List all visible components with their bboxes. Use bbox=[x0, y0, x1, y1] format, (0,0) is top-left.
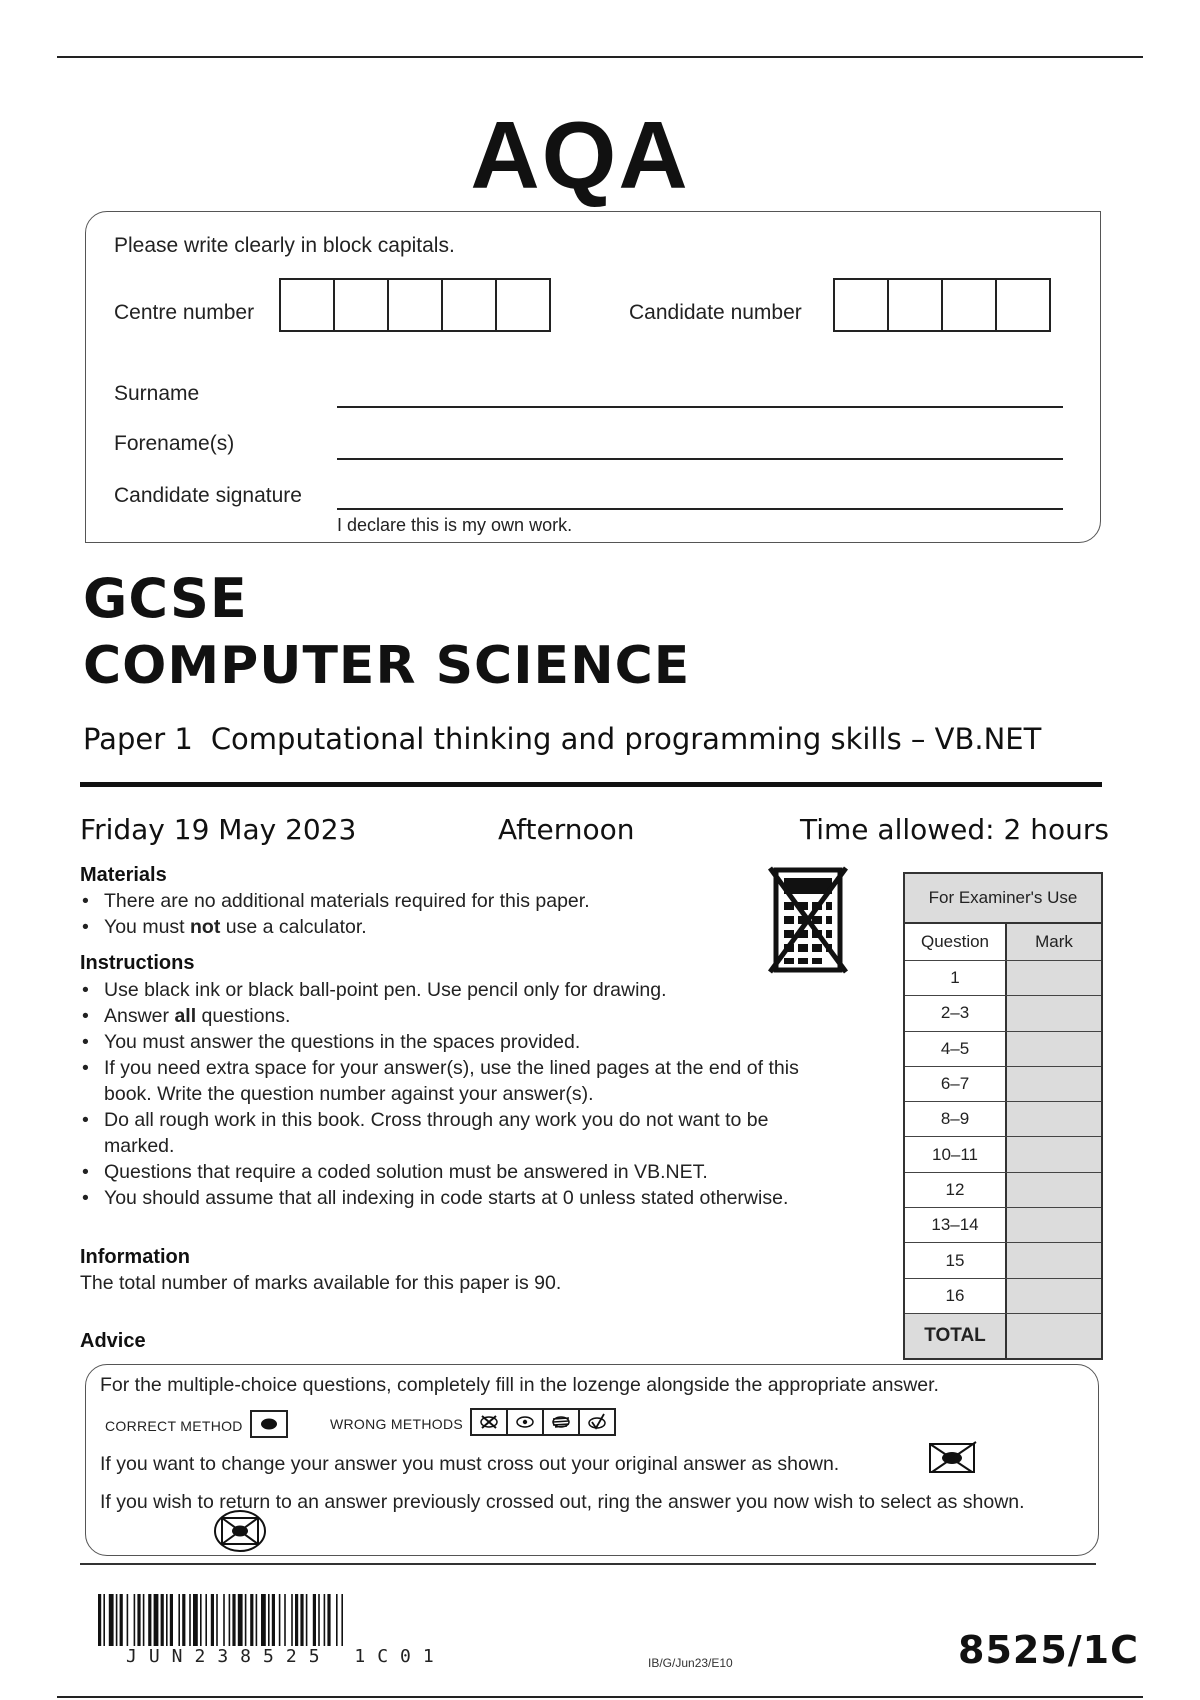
centre-number-boxes[interactable] bbox=[281, 278, 551, 332]
barcode-bar bbox=[336, 1594, 338, 1646]
document-reference: IB/G/Jun23/E10 bbox=[648, 1656, 733, 1670]
mark-cell bbox=[1007, 961, 1101, 995]
wrong-methods-label: WRONG METHODS bbox=[330, 1416, 464, 1432]
wrong-methods-examples bbox=[472, 1408, 616, 1436]
exam-session: Afternoon bbox=[498, 813, 635, 846]
barcode-bar bbox=[324, 1594, 326, 1646]
candidate-number-box[interactable] bbox=[887, 278, 943, 332]
title-divider bbox=[80, 782, 1102, 787]
question-cell: 15 bbox=[905, 1243, 1007, 1277]
question-cell: 13–14 bbox=[905, 1208, 1007, 1242]
barcode-bar bbox=[154, 1594, 159, 1646]
surname-line[interactable] bbox=[337, 406, 1063, 408]
total-row bbox=[905, 1314, 1101, 1358]
candidate-number-label: Candidate number bbox=[629, 301, 802, 324]
question-cell: 12 bbox=[905, 1173, 1007, 1207]
surname-label: Surname bbox=[114, 382, 200, 405]
barcode-bar bbox=[245, 1594, 247, 1646]
question-cell: 16 bbox=[905, 1279, 1007, 1313]
barcode-bar bbox=[143, 1594, 145, 1646]
list-item: • If you need extra space for your answer(s), use the lined pages at the end of this book. Write the question number against your answer(s). bbox=[80, 1055, 824, 1107]
materials-list bbox=[80, 888, 760, 940]
page-end-rule bbox=[57, 1696, 1143, 1698]
table-row bbox=[905, 961, 1101, 996]
table-row bbox=[905, 1243, 1101, 1278]
list-item: • There are no additional materials required for this paper. bbox=[80, 888, 760, 914]
barcode-bar bbox=[284, 1594, 286, 1646]
table-row bbox=[905, 1208, 1101, 1243]
barcode-bar bbox=[120, 1594, 123, 1646]
ringed-lozenge-icon bbox=[212, 1508, 268, 1554]
question-cell: 4–5 bbox=[905, 1032, 1007, 1066]
list-item: • You must not use a calculator. bbox=[80, 914, 760, 940]
table-row bbox=[905, 996, 1101, 1031]
centre-number-box[interactable] bbox=[441, 278, 497, 332]
paper-title bbox=[83, 722, 1041, 756]
barcode-bar bbox=[189, 1594, 191, 1646]
candidate-number-box[interactable] bbox=[995, 278, 1051, 332]
qualification-title: GCSE bbox=[83, 567, 248, 630]
forenames-label: Forename(s) bbox=[114, 432, 235, 455]
barcode-bar bbox=[238, 1594, 243, 1646]
barcode-text: JUN238525 1C01 bbox=[126, 1646, 446, 1667]
barcode-bar bbox=[178, 1594, 180, 1646]
crossed-out-lozenge-icon bbox=[928, 1440, 978, 1476]
table-row bbox=[905, 1102, 1101, 1137]
barcode-bar bbox=[229, 1594, 231, 1646]
barcode-bar bbox=[272, 1594, 275, 1646]
barcode-bar bbox=[166, 1594, 168, 1646]
barcode-bar bbox=[170, 1594, 173, 1646]
scribbled-lozenge-icon bbox=[542, 1408, 580, 1436]
time-allowed: Time allowed: 2 hours bbox=[800, 813, 1109, 846]
top-rule bbox=[57, 56, 1143, 58]
barcode-bar bbox=[161, 1594, 164, 1646]
barcode-bar bbox=[268, 1594, 270, 1646]
table-row bbox=[905, 1279, 1101, 1314]
dotted-lozenge-icon bbox=[506, 1408, 544, 1436]
barcode-bar bbox=[223, 1594, 225, 1646]
question-cell: 10–11 bbox=[905, 1137, 1007, 1171]
list-item: • Do all rough work in this book. Cross through any work you do not want to be marked. bbox=[80, 1107, 794, 1159]
mark-cell bbox=[1007, 1243, 1101, 1277]
list-item: • Questions that require a coded solution must be answered in VB.NET. bbox=[80, 1159, 870, 1185]
barcode-bar bbox=[313, 1594, 316, 1646]
barcode-bar bbox=[137, 1594, 140, 1646]
no-calculator-icon bbox=[768, 866, 848, 974]
barcode-bar bbox=[279, 1594, 281, 1646]
correct-method-example bbox=[252, 1410, 288, 1438]
paper-number: Paper 1 bbox=[83, 722, 193, 756]
barcode-bar bbox=[148, 1594, 151, 1646]
barcode-bar bbox=[232, 1594, 235, 1646]
barcode-bar bbox=[205, 1594, 207, 1646]
barcode-bar bbox=[103, 1594, 105, 1646]
total-label: TOTAL bbox=[905, 1314, 1007, 1358]
mark-column-header: Mark bbox=[1007, 924, 1101, 960]
candidate-number-box[interactable] bbox=[941, 278, 997, 332]
candidate-number-boxes[interactable] bbox=[835, 278, 1051, 332]
list-item: • Use black ink or black ball-point pen. Use pencil only for drawing. bbox=[80, 977, 870, 1003]
list-item: • You should assume that all indexing in code starts at 0 unless stated otherwise. bbox=[80, 1185, 870, 1211]
barcode-bar bbox=[200, 1594, 202, 1646]
table-row bbox=[905, 1137, 1101, 1172]
barcode-bar bbox=[256, 1594, 258, 1646]
centre-number-box[interactable] bbox=[333, 278, 389, 332]
instructions-heading: Instructions bbox=[80, 952, 195, 974]
barcode-bar bbox=[261, 1594, 266, 1646]
barcode-bar bbox=[116, 1594, 118, 1646]
advice-line-2: If you want to change your answer you must cross out your original answer as shown. bbox=[100, 1453, 840, 1475]
centre-number-box[interactable] bbox=[495, 278, 551, 332]
centre-number-label: Centre number bbox=[114, 301, 255, 324]
examiner-use-table bbox=[903, 872, 1103, 1360]
barcode-bar bbox=[341, 1594, 343, 1646]
barcode-bar bbox=[182, 1594, 185, 1646]
paper-name: Computational thinking and programming skills – VB.NET bbox=[210, 722, 1042, 756]
barcode-bar bbox=[127, 1594, 129, 1646]
mark-cell bbox=[1007, 1067, 1101, 1101]
barcode-bar bbox=[291, 1594, 293, 1646]
exam-date: Friday 19 May 2023 bbox=[80, 813, 357, 846]
aqa-logo: AQA bbox=[470, 102, 690, 209]
mark-cell bbox=[1007, 1032, 1101, 1066]
barcode-bar bbox=[98, 1594, 101, 1646]
barcode-bar bbox=[216, 1594, 218, 1646]
signature-line[interactable] bbox=[337, 508, 1063, 510]
barcode bbox=[98, 1594, 508, 1646]
instructions-list bbox=[80, 977, 870, 1211]
mark-cell bbox=[1007, 1208, 1101, 1242]
bottom-rule bbox=[80, 1563, 1096, 1565]
mark-cell bbox=[1007, 1173, 1101, 1207]
question-cell: 1 bbox=[905, 961, 1007, 995]
barcode-bar bbox=[318, 1594, 320, 1646]
crossed-lozenge-icon bbox=[470, 1408, 508, 1436]
barcode-bar bbox=[306, 1594, 308, 1646]
list-item: • Answer all questions. bbox=[80, 1003, 870, 1029]
question-column-header: Question bbox=[905, 924, 1007, 960]
question-cell: 8–9 bbox=[905, 1102, 1007, 1136]
advice-line-1: For the multiple-choice questions, completely fill in the lozenge alongside the appropriate answer. bbox=[100, 1374, 939, 1396]
block-capitals-instruction: Please write clearly in block capitals. bbox=[114, 234, 455, 257]
barcode-bar bbox=[300, 1594, 303, 1646]
barcode-bar bbox=[327, 1594, 330, 1646]
paper-code: 8525/1C bbox=[958, 1628, 1139, 1672]
centre-number-box[interactable] bbox=[279, 278, 335, 332]
materials-heading: Materials bbox=[80, 864, 167, 886]
list-item: • You must answer the questions in the spaces provided. bbox=[80, 1029, 870, 1055]
table-row bbox=[905, 1173, 1101, 1208]
information-text: The total number of marks available for this paper is 90. bbox=[80, 1272, 562, 1294]
mark-cell bbox=[1007, 996, 1101, 1030]
ticked-lozenge-icon bbox=[578, 1408, 616, 1436]
table-row bbox=[905, 1032, 1101, 1067]
table-header-row bbox=[905, 924, 1101, 961]
table-row bbox=[905, 1067, 1101, 1102]
barcode-bar bbox=[109, 1594, 114, 1646]
correct-method-label: CORRECT METHOD bbox=[105, 1418, 243, 1434]
barcode-bar bbox=[211, 1594, 214, 1646]
advice-heading: Advice bbox=[80, 1330, 146, 1352]
barcode-bar bbox=[250, 1594, 253, 1646]
examiner-table-title: For Examiner's Use bbox=[905, 874, 1101, 924]
question-cell: 2–3 bbox=[905, 996, 1007, 1030]
question-cell: 6–7 bbox=[905, 1067, 1007, 1101]
barcode-bar bbox=[193, 1594, 198, 1646]
mark-cell bbox=[1007, 1137, 1101, 1171]
advice-line-3: If you wish to return to an answer previously crossed out, ring the answer you now wish to select as shown. bbox=[100, 1491, 1025, 1513]
filled-lozenge-icon bbox=[250, 1410, 288, 1438]
barcode-bar bbox=[295, 1594, 298, 1646]
forenames-line[interactable] bbox=[337, 458, 1063, 460]
barcode-bar bbox=[134, 1594, 136, 1646]
total-mark-cell bbox=[1007, 1314, 1101, 1358]
information-heading: Information bbox=[80, 1246, 190, 1268]
mark-cell bbox=[1007, 1102, 1101, 1136]
candidate-number-box[interactable] bbox=[833, 278, 889, 332]
declaration-text: I declare this is my own work. bbox=[337, 515, 573, 535]
centre-number-box[interactable] bbox=[387, 278, 443, 332]
mark-cell bbox=[1007, 1279, 1101, 1313]
subject-title: COMPUTER SCIENCE bbox=[83, 636, 691, 696]
signature-label: Candidate signature bbox=[114, 484, 302, 507]
